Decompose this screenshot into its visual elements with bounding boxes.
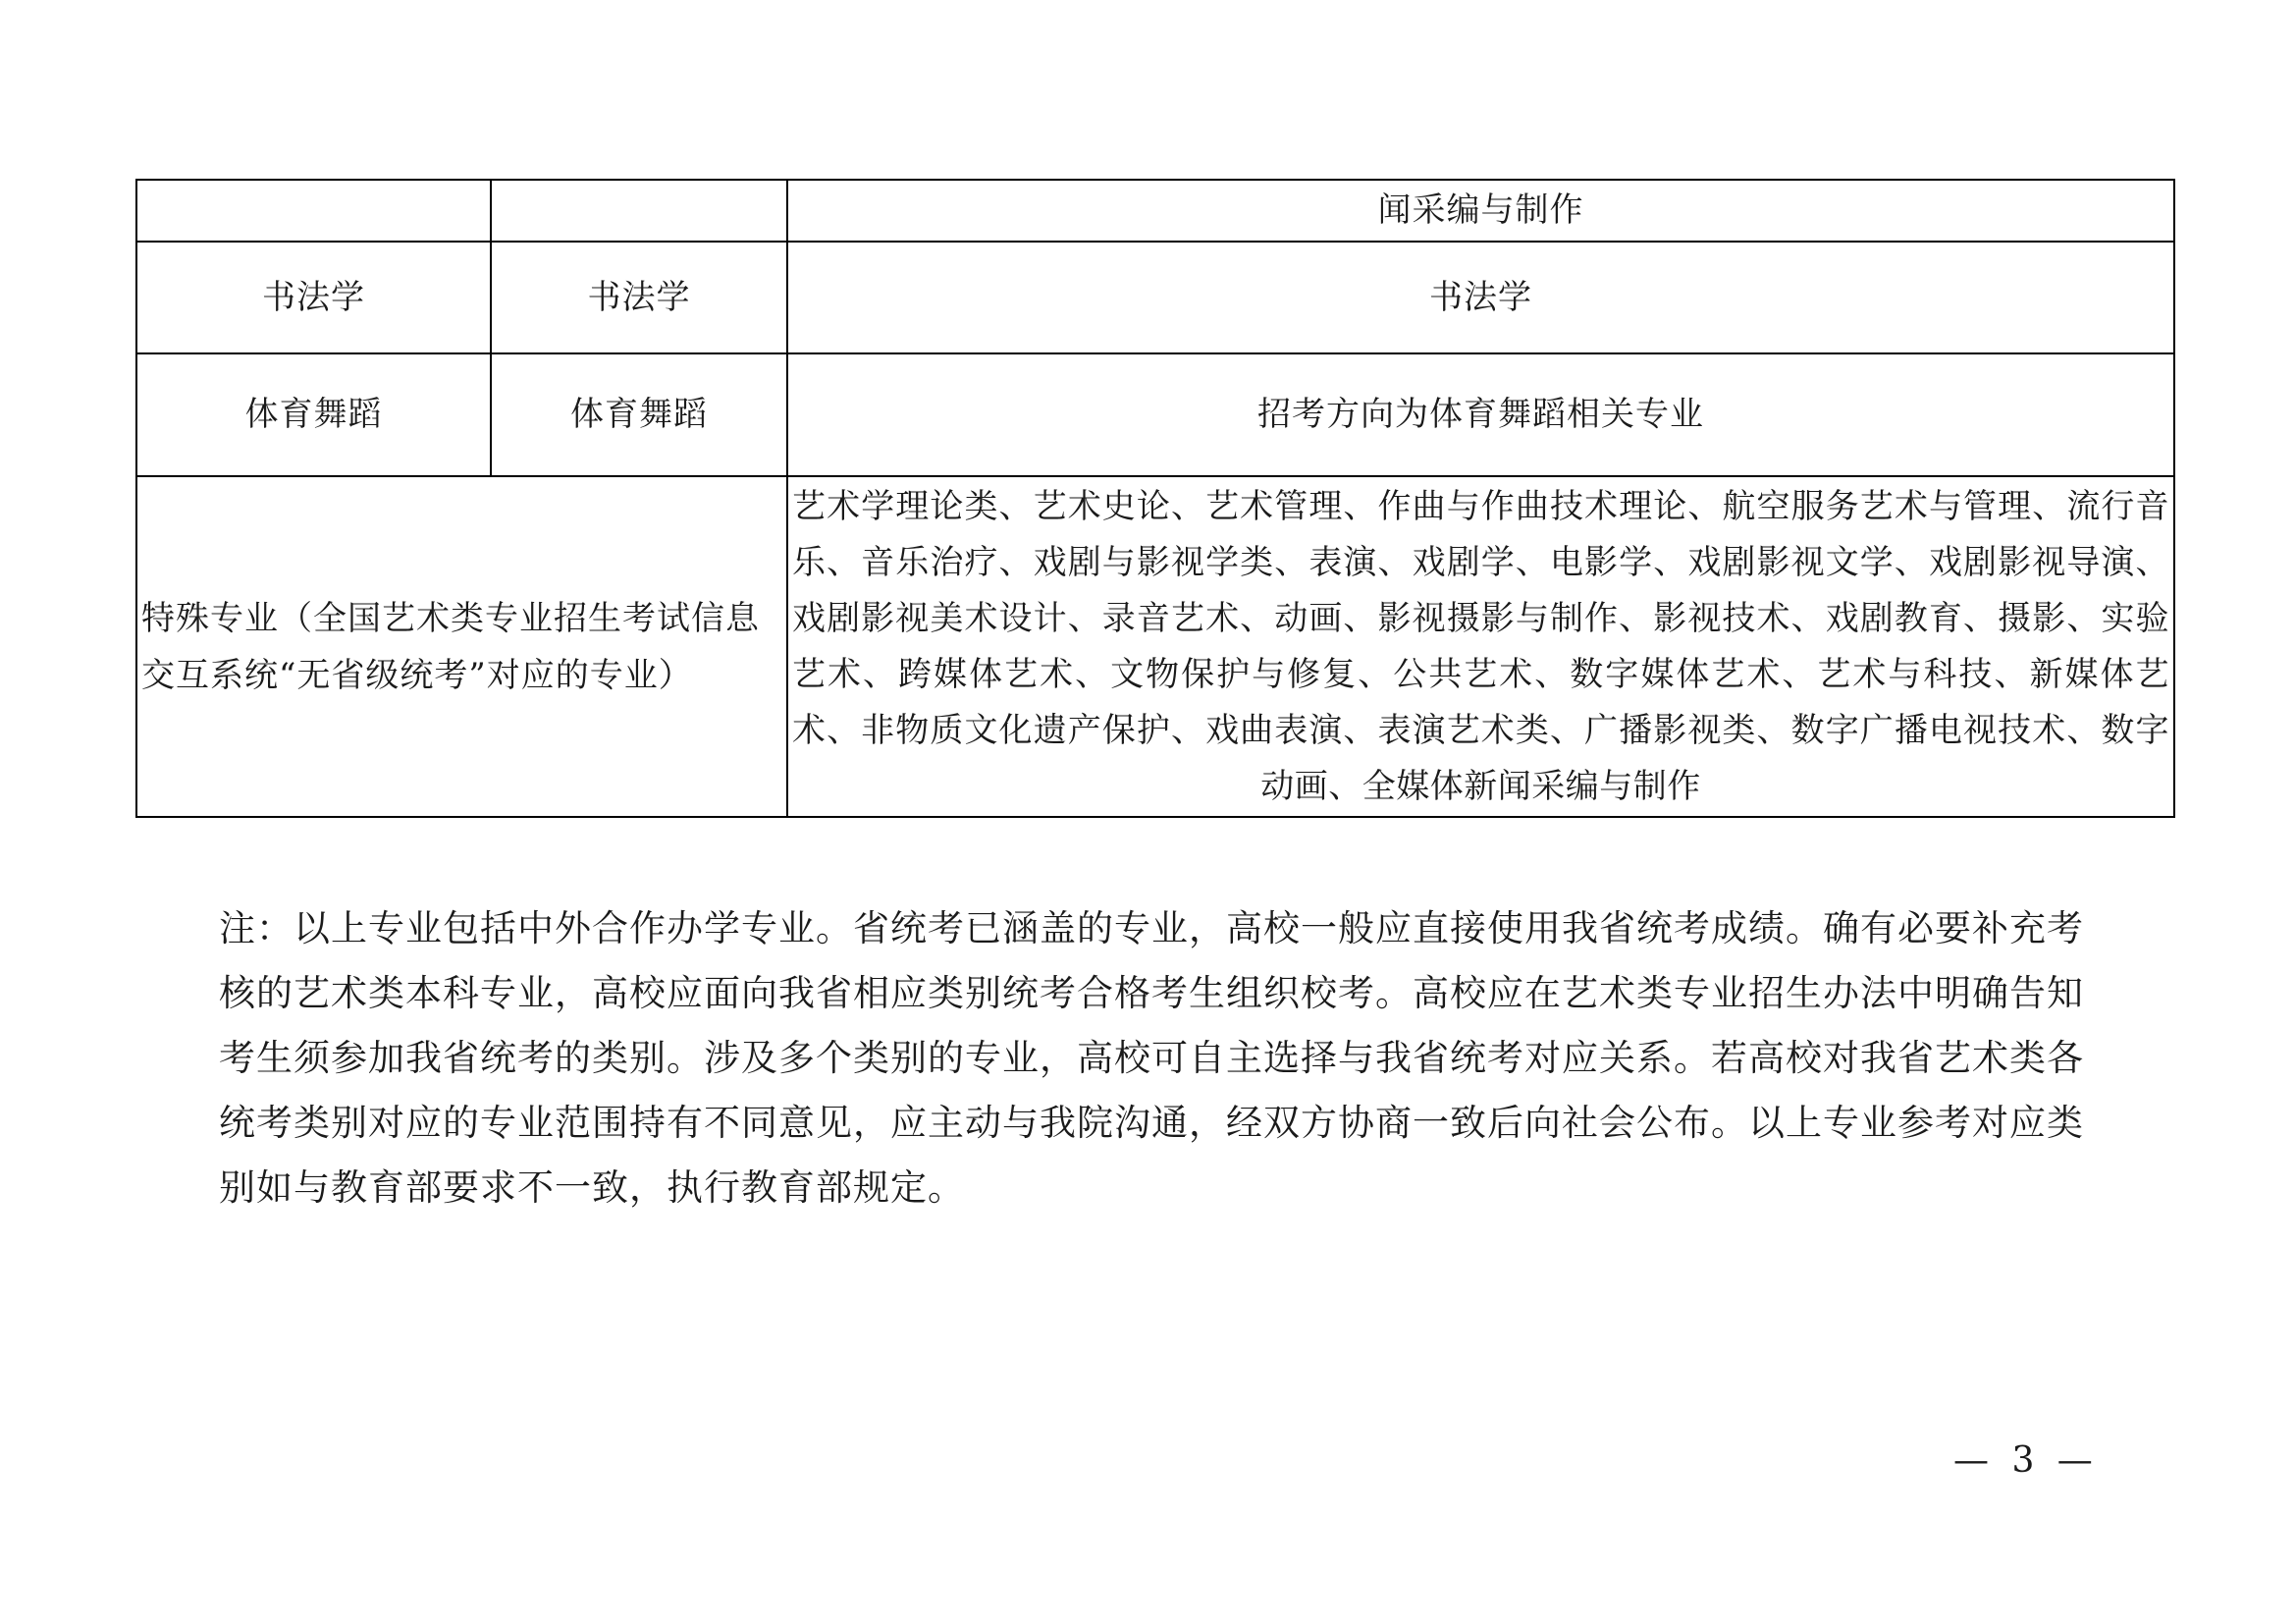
table-cell: 体育舞蹈: [491, 353, 787, 476]
table-row: [136, 180, 2174, 242]
table-cell: 闻采编与制作: [787, 180, 2174, 242]
table-cell: 体育舞蹈: [136, 353, 491, 476]
table-cell: [136, 180, 491, 242]
majors-table: [135, 179, 2175, 818]
special-majors-label: 特殊专业（全国艺术类专业招生考试信息交互系统“无省级统考”对应的专业）: [136, 476, 787, 817]
special-majors-list: 艺术学理论类、艺术史论、艺术管理、作曲与作曲技术理论、航空服务艺术与管理、流行音乐、音乐治疗、戏剧与影视学类、表演、戏剧学、电影学、戏剧影视文学、戏剧影视导演、戏剧影视美术设计、录音艺术、动画、影视摄影与制作、影视技术、戏剧教育、摄影、实验艺术、跨媒体艺术、文物保护与修复、公共艺术、数字媒体艺术、艺术与科技、新媒体艺术、非物质文化遗产保护、戏曲表演、表演艺术类、广播影视类、数字广播电视技术、数字动画、全媒体新闻采编与制作: [787, 476, 2174, 817]
table-row: [136, 353, 2174, 476]
page-number: — 3 —: [1953, 1440, 2099, 1481]
table-cell: [491, 180, 787, 242]
table-cell: 书法学: [787, 242, 2174, 353]
footnote-text: 注：以上专业包括中外合作办学专业。省统考已涵盖的专业，高校一般应直接使用我省统考成绩。确有必要补充考核的艺术类本科专业，高校应面向我省相应类别统考合格考生组织校考。高校应在艺术类专业招生办法中明确告知考生须参加我省统考的类别。涉及多个类别的专业，高校可自主选择与我省统考对应关系。若高校对我省艺术类各统考类别对应的专业范围持有不同意见，应主动与我院沟通，经双方协商一致后向社会公布。以上专业参考对应类别如与教育部要求不一致，执行教育部规定。: [219, 907, 2084, 1209]
table-row: [136, 476, 2174, 817]
table-row: [136, 242, 2174, 353]
table-cell: 招考方向为体育舞蹈相关专业: [787, 353, 2174, 476]
table-cell: 书法学: [136, 242, 491, 353]
table-cell: 书法学: [491, 242, 787, 353]
